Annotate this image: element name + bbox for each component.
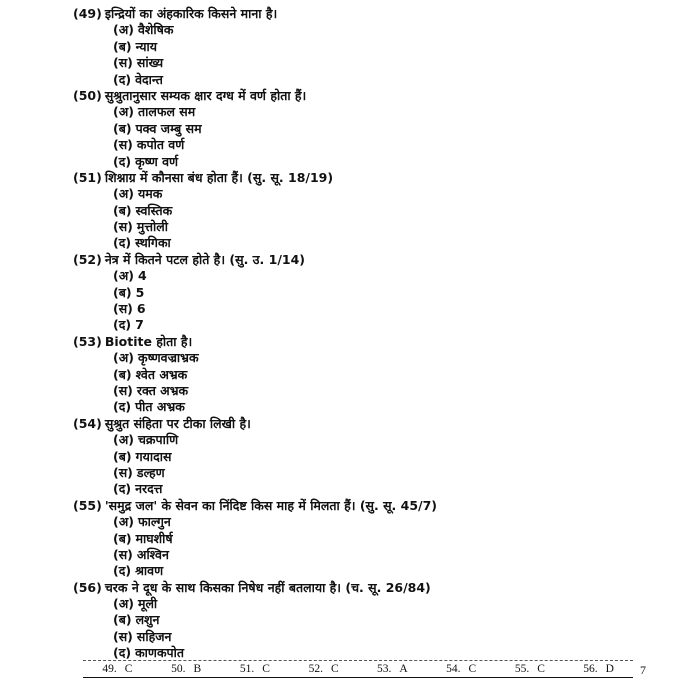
- option: [73, 22, 653, 38]
- answer-question-number: 49.: [102, 663, 117, 675]
- option: [73, 203, 653, 219]
- option-label: (अ): [113, 350, 134, 366]
- option-text: सांख्य: [136, 55, 164, 71]
- option-text: न्याय: [135, 38, 158, 54]
- option-label: (ब): [113, 202, 132, 218]
- option-text: रक्त अभ्रक: [136, 382, 189, 398]
- option: [73, 55, 653, 71]
- question-number: (51): [73, 169, 102, 185]
- option-text: वैशेषिक: [137, 22, 174, 38]
- option: [73, 235, 653, 251]
- option-label: (ब): [113, 366, 132, 382]
- answer-option: D: [605, 663, 614, 675]
- option: [73, 481, 653, 497]
- option-label: (स): [113, 464, 133, 480]
- option-label: (अ): [113, 432, 134, 448]
- answer-key-item: [496, 662, 565, 676]
- option: [73, 104, 653, 120]
- option: [73, 383, 653, 399]
- answer-question-number: 55.: [514, 663, 530, 675]
- question-number: (55): [73, 497, 102, 513]
- option-label: (अ): [113, 268, 134, 284]
- question-text: सुश्रुत संहिता पर टीका लिखी है।: [104, 415, 251, 431]
- option: [73, 514, 653, 530]
- option-text: यमक: [137, 186, 163, 202]
- option: [73, 72, 653, 88]
- option-text: स्वस्तिक: [135, 202, 173, 218]
- option-text: काणकपोत: [135, 645, 185, 661]
- option-label: (ब): [113, 530, 132, 546]
- option-label: (ब): [113, 448, 132, 464]
- option: [73, 547, 653, 563]
- option-text: कपोत वर्ण: [136, 137, 185, 153]
- option: [73, 301, 653, 317]
- option-label: (द): [113, 399, 132, 415]
- page-number: 7: [640, 663, 646, 677]
- answer-key-top-divider: [83, 660, 633, 661]
- option: [73, 39, 653, 55]
- question-text: 'समुद्र जल' के सेवन का निंदिष्ट किस माह में मिलता हैं। (सु. सू. 45/7): [104, 497, 438, 513]
- option-label: (ब): [113, 284, 132, 300]
- answer-key-item: [83, 662, 152, 676]
- answer-option: C: [468, 663, 477, 675]
- option: [73, 465, 653, 481]
- answer-question-number: 54.: [446, 663, 461, 675]
- option: [73, 612, 653, 628]
- option-label: (द): [113, 481, 132, 497]
- option-label: (स): [113, 301, 133, 317]
- answer-key-item: [221, 662, 290, 676]
- option-text: नरदत्त: [135, 481, 163, 497]
- option: [73, 121, 653, 137]
- answer-option: A: [399, 663, 408, 675]
- answer-option: B: [193, 663, 202, 675]
- question-number: (56): [73, 579, 102, 595]
- option-label: (अ): [113, 596, 134, 612]
- question-number: (54): [73, 415, 102, 431]
- option-text: माघशीर्ष: [135, 530, 173, 546]
- option-label: (द): [113, 645, 132, 661]
- question-number: (52): [73, 251, 102, 267]
- option-label: (स): [113, 628, 133, 644]
- question-53: [73, 334, 653, 416]
- option-text: चक्रपाणि: [137, 432, 179, 448]
- option-label: (स): [113, 137, 133, 153]
- option-label: (द): [113, 563, 132, 579]
- option-text: तालफल सम: [137, 104, 196, 120]
- option: [73, 186, 653, 202]
- option-label: (ब): [113, 120, 132, 136]
- option: [73, 629, 653, 645]
- question-text: इन्द्रियों का अंहकारिक किसने माना है।: [104, 6, 278, 21]
- question-number: (49): [73, 6, 102, 21]
- answer-option: C: [537, 663, 545, 675]
- answer-key-item: [358, 662, 427, 676]
- question-52: [73, 252, 653, 334]
- option-label: (अ): [113, 104, 134, 120]
- option-text: 6: [136, 301, 146, 317]
- option-text: पक्व जम्बु सम: [135, 120, 202, 136]
- answer-option: C: [262, 663, 270, 675]
- question-text: Biotite होता है।: [104, 333, 193, 349]
- option-text: अश्विन: [136, 546, 169, 562]
- option: [73, 350, 653, 366]
- option-label: (ब): [113, 38, 132, 54]
- question-text: शिश्नाग्र में कौनसा बंध होता हैं। (सु. सू. 18/19): [104, 169, 334, 185]
- option-text: सहिजन: [136, 628, 172, 644]
- answer-option: C: [124, 663, 133, 675]
- option-label: (स): [113, 546, 133, 562]
- option-label: (द): [113, 235, 132, 251]
- question-list: [73, 6, 653, 662]
- answer-key-item: [427, 662, 496, 676]
- answer-key-row: [83, 662, 633, 676]
- option-text: मुत्तोली: [136, 219, 168, 235]
- question-50: [73, 88, 653, 170]
- option: [73, 317, 653, 333]
- option-label: (स): [113, 55, 133, 71]
- option: [73, 219, 653, 235]
- option-text: कृष्ण वर्ण: [135, 153, 179, 169]
- option: [73, 449, 653, 465]
- option: [73, 137, 653, 153]
- answer-key-item: [564, 662, 633, 676]
- option: [73, 531, 653, 547]
- option-text: वेदान्त: [135, 71, 163, 87]
- option-label: (अ): [113, 514, 134, 530]
- option-label: (अ): [113, 22, 134, 38]
- option-text: गयादास: [135, 448, 172, 464]
- option-text: पीत अभ्रक: [135, 399, 185, 415]
- question-text: नेत्र में कितने पटल होते है। (सु. उ. 1/14): [104, 251, 305, 267]
- option-text: लशुन: [135, 612, 160, 628]
- question-text: चरक ने दूध के साथ किसका निषेध नहीं बतलाया है। (च. सू. 26/84): [104, 579, 431, 595]
- question-number: (50): [73, 87, 102, 103]
- answer-key-bar: [83, 660, 633, 678]
- option: [73, 563, 653, 579]
- option: [73, 399, 653, 415]
- option-text: स्थगिका: [135, 235, 171, 251]
- option: [73, 367, 653, 383]
- option: [73, 154, 653, 170]
- option-label: (द): [113, 153, 132, 169]
- option: [73, 432, 653, 448]
- answer-question-number: 56.: [583, 663, 598, 675]
- answer-question-number: 53.: [377, 663, 392, 675]
- question-51: [73, 170, 653, 252]
- option-text: 4: [137, 268, 147, 284]
- answer-option: C: [330, 663, 339, 675]
- option-label: (द): [113, 317, 132, 333]
- answer-question-number: 51.: [239, 663, 255, 675]
- question-55: [73, 498, 653, 580]
- question-54: [73, 416, 653, 498]
- answer-question-number: 50.: [171, 663, 186, 675]
- option-text: कृष्णवज्राभ्रक: [137, 350, 199, 366]
- option-label: (स): [113, 219, 133, 235]
- question-56: [73, 580, 653, 662]
- option-text: 5: [135, 284, 145, 300]
- option: [73, 285, 653, 301]
- option-text: श्वेत अभ्रक: [135, 366, 188, 382]
- question-number: (53): [73, 333, 102, 349]
- option-text: श्रावण: [135, 563, 164, 579]
- question-49: [73, 6, 653, 88]
- option-text: डल्हण: [136, 464, 165, 480]
- option-text: मूली: [137, 596, 158, 612]
- option-text: 7: [135, 317, 144, 333]
- question-text: सुश्रुतानुसार सम्यक क्षार दग्ध में वर्ण होता हैं।: [104, 87, 307, 103]
- option-text: फाल्गुन: [137, 514, 171, 530]
- option-label: (स): [113, 382, 133, 398]
- answer-key-item: [152, 662, 221, 676]
- option-label: (द): [113, 71, 132, 87]
- option: [73, 596, 653, 612]
- answer-key-item: [289, 662, 358, 676]
- option: [73, 268, 653, 284]
- answer-question-number: 52.: [308, 663, 323, 675]
- option-label: (ब): [113, 612, 132, 628]
- option-label: (अ): [113, 186, 134, 202]
